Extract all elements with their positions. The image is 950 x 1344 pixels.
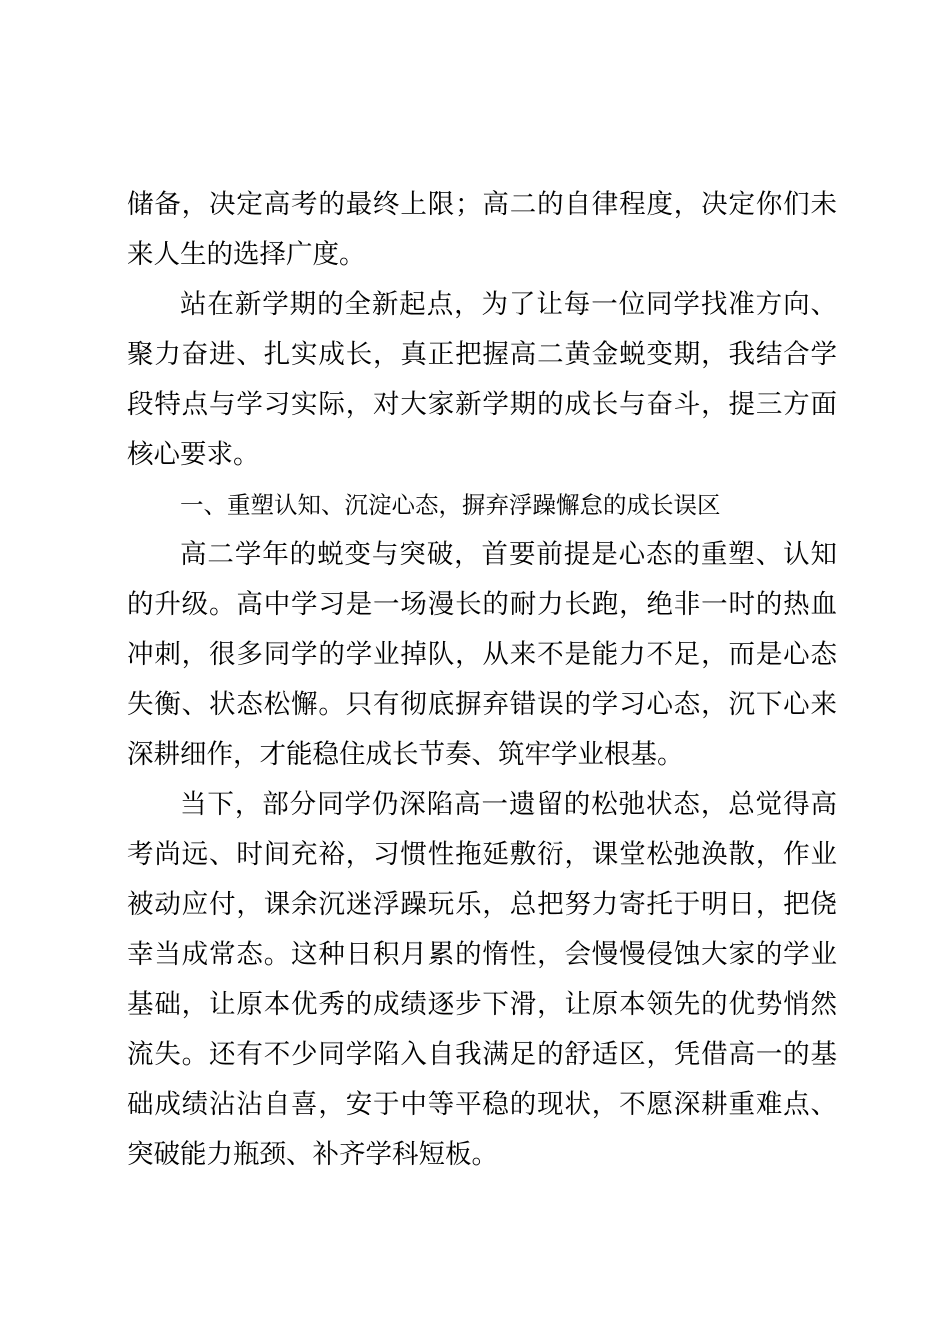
document-body [127, 180, 837, 1180]
section-heading-1: 一、重塑认知、沉淀心态，摒弃浮躁懈怠的成长误区 [180, 491, 721, 519]
paragraph-mindset: 高二学年的蜕变与突破，首要前提是心态的重塑、认知的升级。高中学习是一场漫长的耐力长跑，绝非一时的热血冲刺，很多同学的学业掉队，从来不是能力不足，而是心态失衡、状态松懈。只有彻底摒弃错误的学习心态，沉下心来深耕细作，才能稳住成长节奏、筑牢学业根基。 [127, 539, 837, 770]
paragraph-current-state: 当下，部分同学仍深陷高一遗留的松弛状态，总觉得高考尚远、时间充裕，习惯性拖延敷衍，课堂松弛涣散，作业被动应付，课余沉迷浮躁玩乐，总把努力寄托于明日，把侥幸当成常态。这种日积月累的惰性，会慢慢侵蚀大家的学业基础，让原本优秀的成绩逐步下滑，让原本领先的优势悄然流失。还有不少同学陷入自我满足的舒适区，凭借高一的基础成绩沾沾自喜，安于中等平稳的现状，不愿深耕重难点、突破能力瓶颈、补齐学科短板。 [127, 789, 837, 1170]
paragraph-new-semester: 站在新学期的全新起点，为了让每一位同学找准方向、聚力奋进、扎实成长，真正把握高二黄金蜕变期，我结合学段特点与学习实际，对大家新学期的成长与奋斗，提三方面核心要求。 [127, 289, 837, 470]
paragraph-continuation: 储备，决定高考的最终上限；高二的自律程度，决定你们未来人生的选择广度。 [127, 189, 837, 270]
